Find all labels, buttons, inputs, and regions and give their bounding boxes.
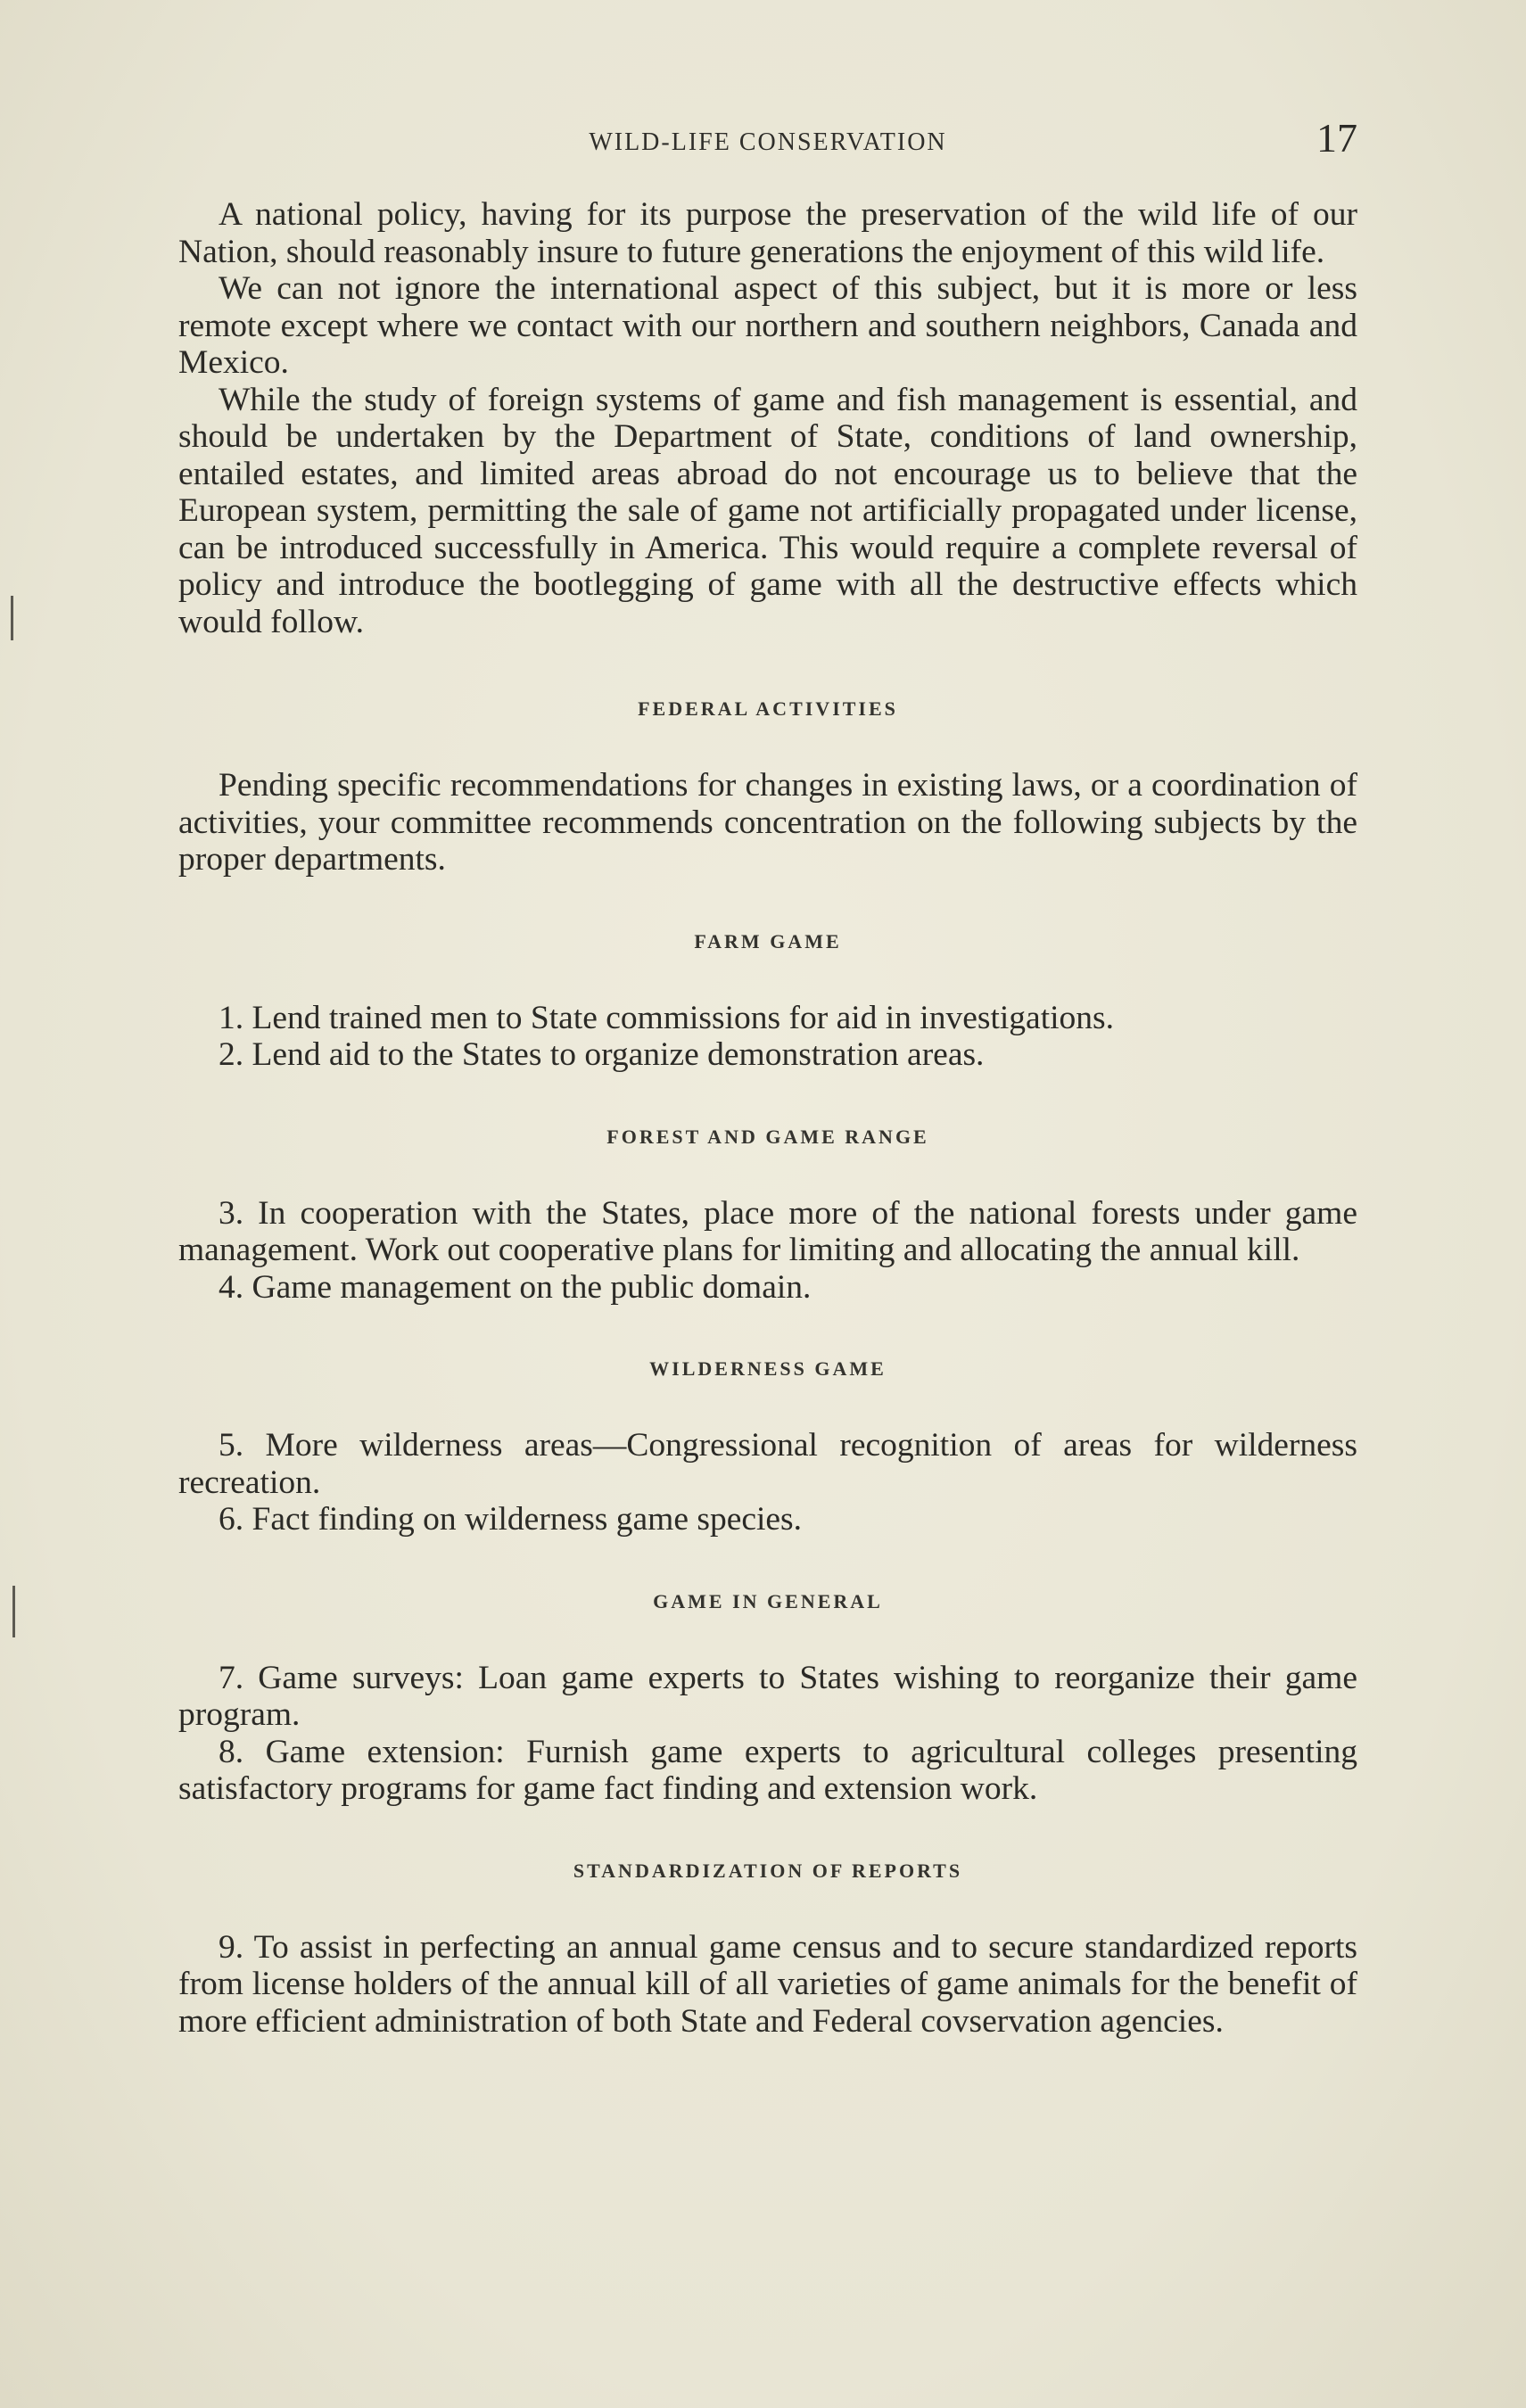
page-number: 17 [1316, 115, 1357, 161]
federal-activities-heading: FEDERAL ACTIVITIES [638, 697, 898, 720]
intro-section [178, 196, 1357, 640]
list-item-2: 2. Lend aid to the States to organize demonstration areas. [219, 1036, 985, 1073]
forest-range-heading: FOREST AND GAME RANGE [606, 1125, 929, 1148]
list-item-1: 1. Lend trained men to State commissions for aid in investigations. [219, 999, 1115, 1036]
standardization-section [178, 1860, 1357, 2041]
farm-game-section [178, 930, 1357, 1074]
farm-game-heading: FARM GAME [694, 929, 842, 952]
left-margin-mark-upper [11, 596, 13, 640]
intro-paragraph-3: While the study of foreign systems of game and fish management is essential, and should be undertaken by the Department of State, conditions of land ownership, entailed estates, and limited areas abroad do not encourage us to believe that the European system, permitting the sale of game not artificially propagated under license, can be introduced successfully in America. This would require a complete reversal of policy and introduce the bootlegging of game with all the destructive effects which would follow. [178, 381, 1357, 640]
running-title: WILD-LIFE CONSERVATION [589, 128, 947, 156]
game-general-heading: GAME IN GENERAL [653, 1589, 883, 1612]
left-margin-mark-lower [12, 1586, 15, 1637]
list-item-8: 8. Game extension: Furnish game experts to agricultural colleges presenting satisfactory programs for game fact finding and extension work. [178, 1733, 1357, 1807]
list-item-5: 5. More wilderness areas—Congressional recognition of areas for wilderness recreation. [178, 1427, 1357, 1501]
game-general-section [178, 1590, 1357, 1808]
list-item-7: 7. Game surveys: Loan game experts to States wishing to reorganize their game program. [178, 1659, 1357, 1733]
page-body [178, 196, 1357, 2040]
intro-paragraph-1: A national policy, having for its purpose the preservation of the wild life of our Nation, should reasonably insure to future generations the enjoyment of this wild life. [178, 196, 1357, 270]
forest-range-section [178, 1126, 1357, 1307]
federal-activities-paragraph: Pending specific recommendations for changes in existing laws, or a coordination of activities, your committee recommends concentration on the following subjects by the proper departments. [178, 767, 1357, 878]
list-item-6: 6. Fact finding on wilderness game species. [219, 1501, 803, 1538]
wilderness-game-heading: WILDERNESS GAME [649, 1357, 887, 1380]
standardization-heading: STANDARDIZATION OF REPORTS [573, 1859, 963, 1882]
list-item-9: 9. To assist in perfecting an annual game census and to secure standardized reports from license holders of the annual kill of all varieties of game animals for the benefit of more efficient administration of both State and Federal covservation agencies. [178, 1928, 1357, 2040]
federal-activities-section [178, 697, 1357, 878]
page-header [178, 114, 1357, 168]
wilderness-game-section [178, 1357, 1357, 1538]
list-item-3: 3. In cooperation with the States, place more of the national forests under game management. Work out cooperative plans for limiting and allocating the annual kill. [178, 1194, 1357, 1268]
intro-paragraph-2: We can not ignore the international aspect of this subject, but it is more or less remote except where we contact with our northern and southern neighbors, Canada and Mexico. [178, 270, 1357, 381]
list-item-4: 4. Game management on the public domain. [219, 1268, 812, 1306]
